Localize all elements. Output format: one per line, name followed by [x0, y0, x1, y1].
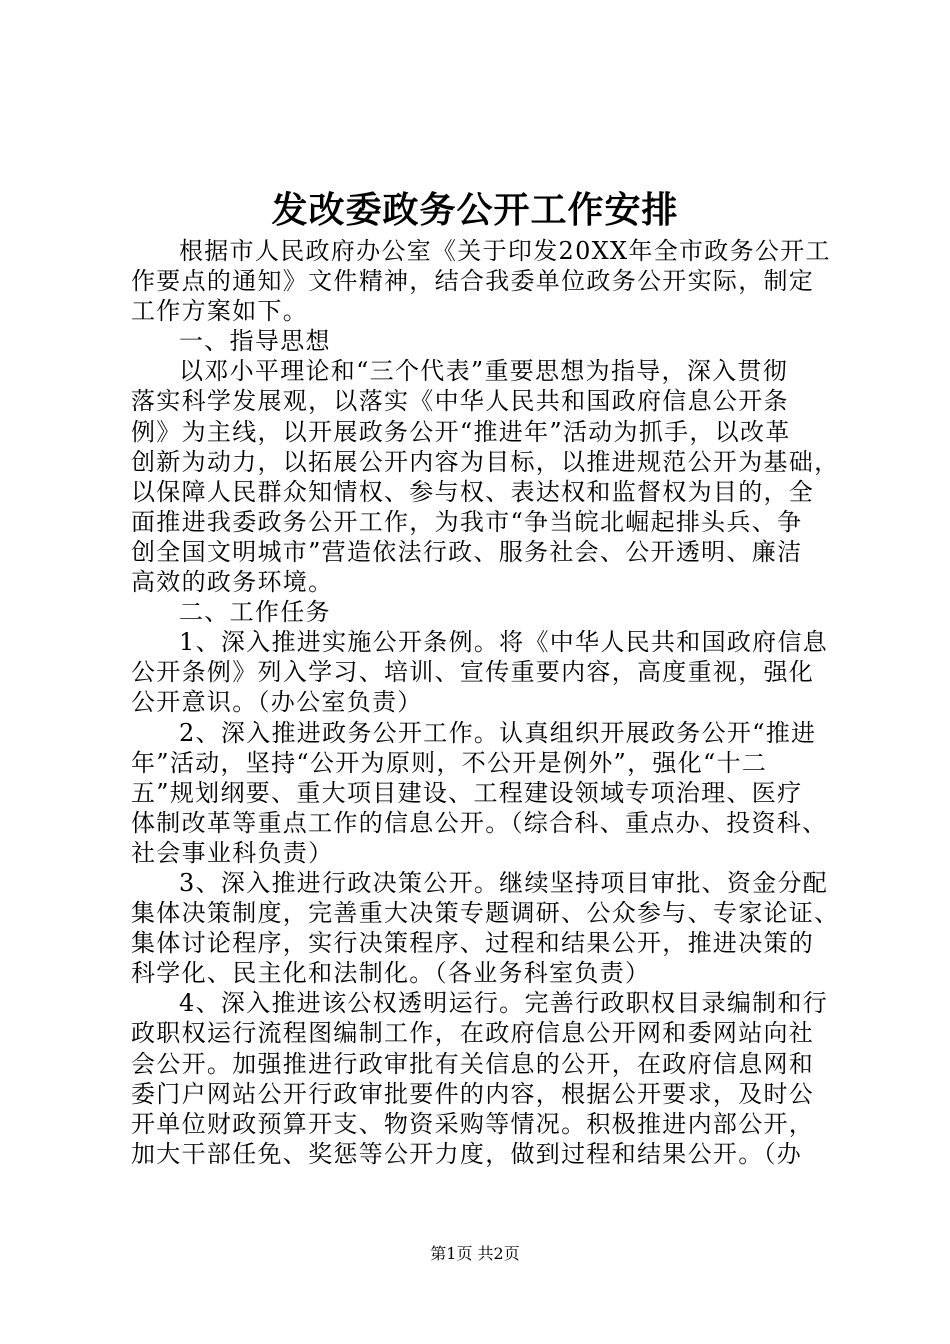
paragraph-line: 2、深入推进政务公开工作。认真组织开展政务公开“推进: [179, 718, 817, 747]
paragraph-line: 开单位财政预算开支、物资采购等情况。积极推进内部公开，: [131, 1109, 815, 1138]
paragraph-line: 高效的政务环境。: [131, 568, 334, 597]
paragraph-line: 科学化、民主化和法制化。（各业务科室负责）: [131, 959, 651, 988]
paragraph-line: 公开条例》列入学习、培训、宣传重要内容，高度重视，强化: [131, 658, 815, 687]
paragraph-line: 公开意识。（办公室负责）: [131, 688, 423, 717]
section-heading: 一、指导思想: [179, 327, 331, 356]
page-footer: 第1页 共2页: [430, 1244, 520, 1263]
paragraph-line: 五”规划纲要、重大项目建设、工程建设领域专项治理、医疗: [131, 778, 803, 807]
paragraph-line: 作要点的通知》文件精神，结合我委单位政务公开实际，制定: [131, 267, 815, 296]
section-heading: 二、工作任务: [179, 598, 331, 627]
paragraph-line: 面推进我委政务公开工作，为我市“争当皖北崛起排头兵、争: [131, 507, 803, 536]
paragraph-line: 3、深入推进行政决策公开。继续坚持项目审批、资金分配: [179, 868, 829, 897]
paragraph-line: 创新为动力，以拓展公开内容为目标，以推进规范公开为基础，: [131, 447, 840, 476]
paragraph-line: 体制改革等重点工作的信息公开。（综合科、重点办、投资科、: [131, 808, 828, 837]
paragraph-line: 政职权运行流程图编制工作，在政府信息公开网和委网站向社: [131, 1019, 815, 1048]
document-title: 发改委政务公开工作安排: [271, 189, 679, 231]
paragraph-line: 社会事业科负责）: [131, 838, 334, 867]
paragraph-line: 委门户网站公开行政审批要件的内容，根据公开要求，及时公: [131, 1079, 815, 1108]
paragraph-line: 例》为主线，以开展政务公开“推进年”活动为抓手，以改革: [131, 417, 791, 446]
paragraph-line: 1、深入推进实施公开条例。将《中华人民共和国政府信息: [179, 628, 829, 657]
paragraph-line: 根据市人民政府办公室《关于印发20XX年全市政务公开工: [179, 237, 831, 265]
paragraph-line: 以保障人民群众知情权、参与权、表达权和监督权为目的，全: [131, 477, 815, 506]
document-body: [131, 236, 840, 1169]
paragraph-line: 年”活动，坚持“公开为原则，不公开是例外”，强化“十二: [131, 748, 768, 777]
paragraph-line: 工作方案如下。: [131, 297, 309, 326]
paragraph-line: 以邓小平理论和“三个代表”重要思想为指导，深入贯彻: [179, 357, 789, 386]
paragraph-line: 集体讨论程序，实行决策程序、过程和结果公开，推进决策的: [131, 929, 815, 958]
paragraph-line: 加大干部任免、奖惩等公开力度，做到过程和结果公开。（办: [131, 1139, 803, 1168]
paragraph-line: 创全国文明城市”营造依法行政、服务社会、公开透明、廉洁: [131, 537, 803, 566]
paragraph-line: 4、深入推进该公权透明运行。完善行政职权目录编制和行: [179, 989, 829, 1018]
paragraph-line: 集体决策制度，完善重大决策专题调研、公众参与、专家论证、: [131, 899, 840, 928]
paragraph-line: 落实科学发展观，以落实《中华人民共和国政府信息公开条: [131, 387, 789, 416]
paragraph-line: 会公开。加强推进行政审批有关信息的公开，在政府信息网和: [131, 1049, 815, 1078]
